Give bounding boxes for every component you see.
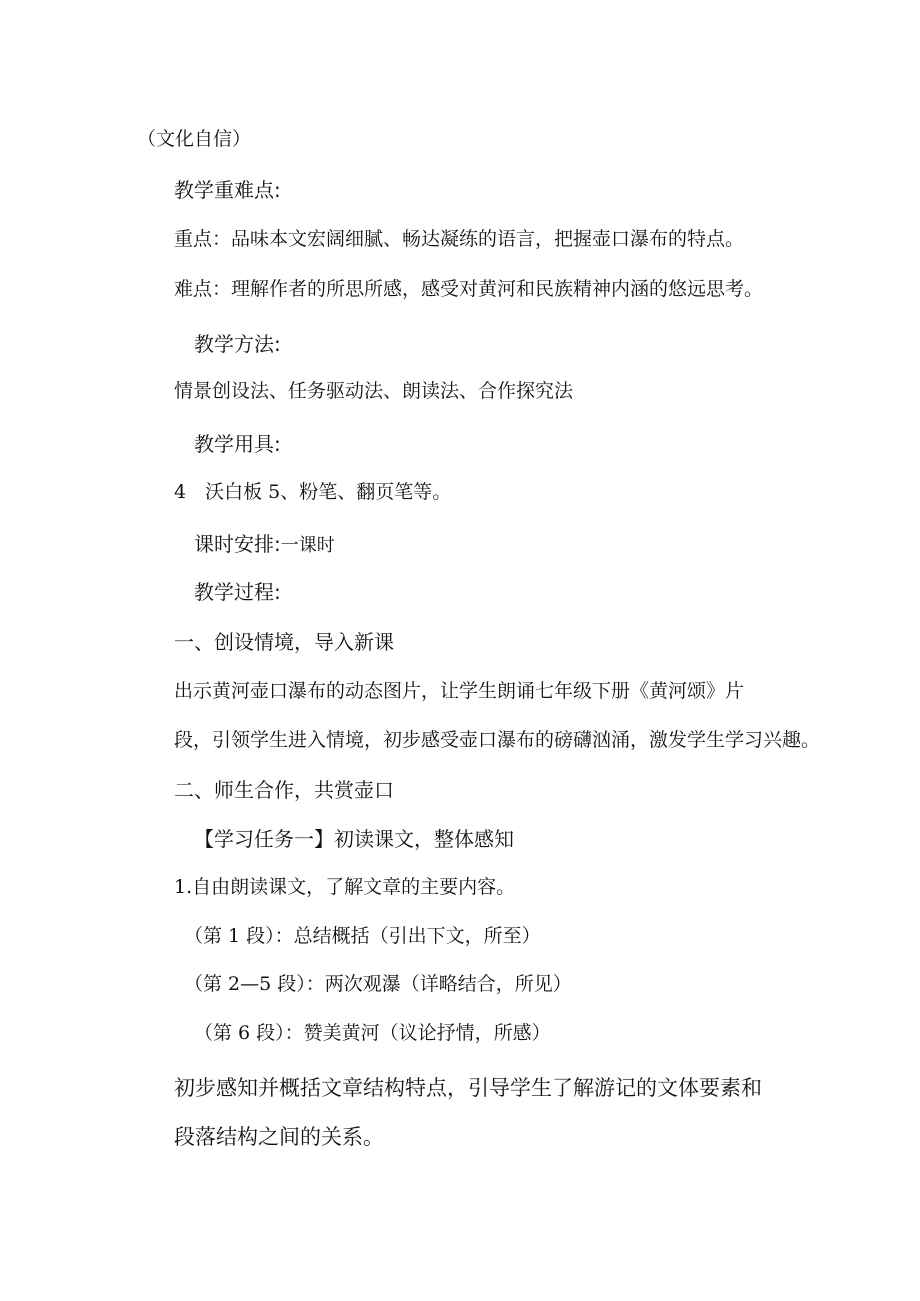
schedule-value: 一课时 [280,535,335,556]
summary-line1: 初步感知并概括文章结构特点，引导学生了解游记的文体要素和 [174,1076,762,1100]
paragraph-part2: （第 2—5 段）：两次观瀑（详略结合，所见） [184,973,572,995]
section1-paragraph-line1: 出示黄河壶口瀑布的动态图片，让学生朗诵七年级下册《黄河颂》片 [174,680,745,702]
section1-heading: 一、创设情境，导入新课 [174,630,394,654]
methods-heading: 教学方法: [194,332,281,356]
schedule-line [194,532,335,557]
task1-item1: 1.自由朗读课文，了解文章的主要内容。 [174,876,516,898]
tools-text: 4 沃白板 5、粉笔、翻页笔等。 [174,481,452,503]
summary-line2: 段落结构之间的关系。 [174,1125,384,1149]
methods-text: 情景创设法、任务驱动法、朗读法、合作探究法 [174,380,574,402]
culture-note: （文化自信） [137,128,252,150]
section1-paragraph-line2: 段，引领学生进入情境，初步感受壶口瀑布的磅礴汹涌，激发学生学习兴趣。 [174,729,821,751]
process-heading: 教学过程: [194,580,281,604]
task1-heading: 【学习任务一】初读课文，整体感知 [194,827,514,851]
paragraph-part1: （第 1 段）：总结概括（引出下文，所至） [184,925,541,947]
key-point-text: 重点：品味本文宏阔细腻、畅达凝练的语言，把握壶口瀑布的特点。 [174,228,745,250]
tools-heading: 教学用具: [194,432,281,456]
key-points-heading: 教学重难点: [174,178,281,202]
difficult-point-text: 难点：理解作者的所思所感，感受对黄河和民族精神内涵的悠远思考。 [174,278,764,300]
section2-heading: 二、师生合作，共赏壶口 [174,778,394,802]
schedule-label: 课时安排: [194,532,281,556]
paragraph-part3: （第 6 段）：赞美黄河（议论抒情，所感） [194,1022,551,1044]
